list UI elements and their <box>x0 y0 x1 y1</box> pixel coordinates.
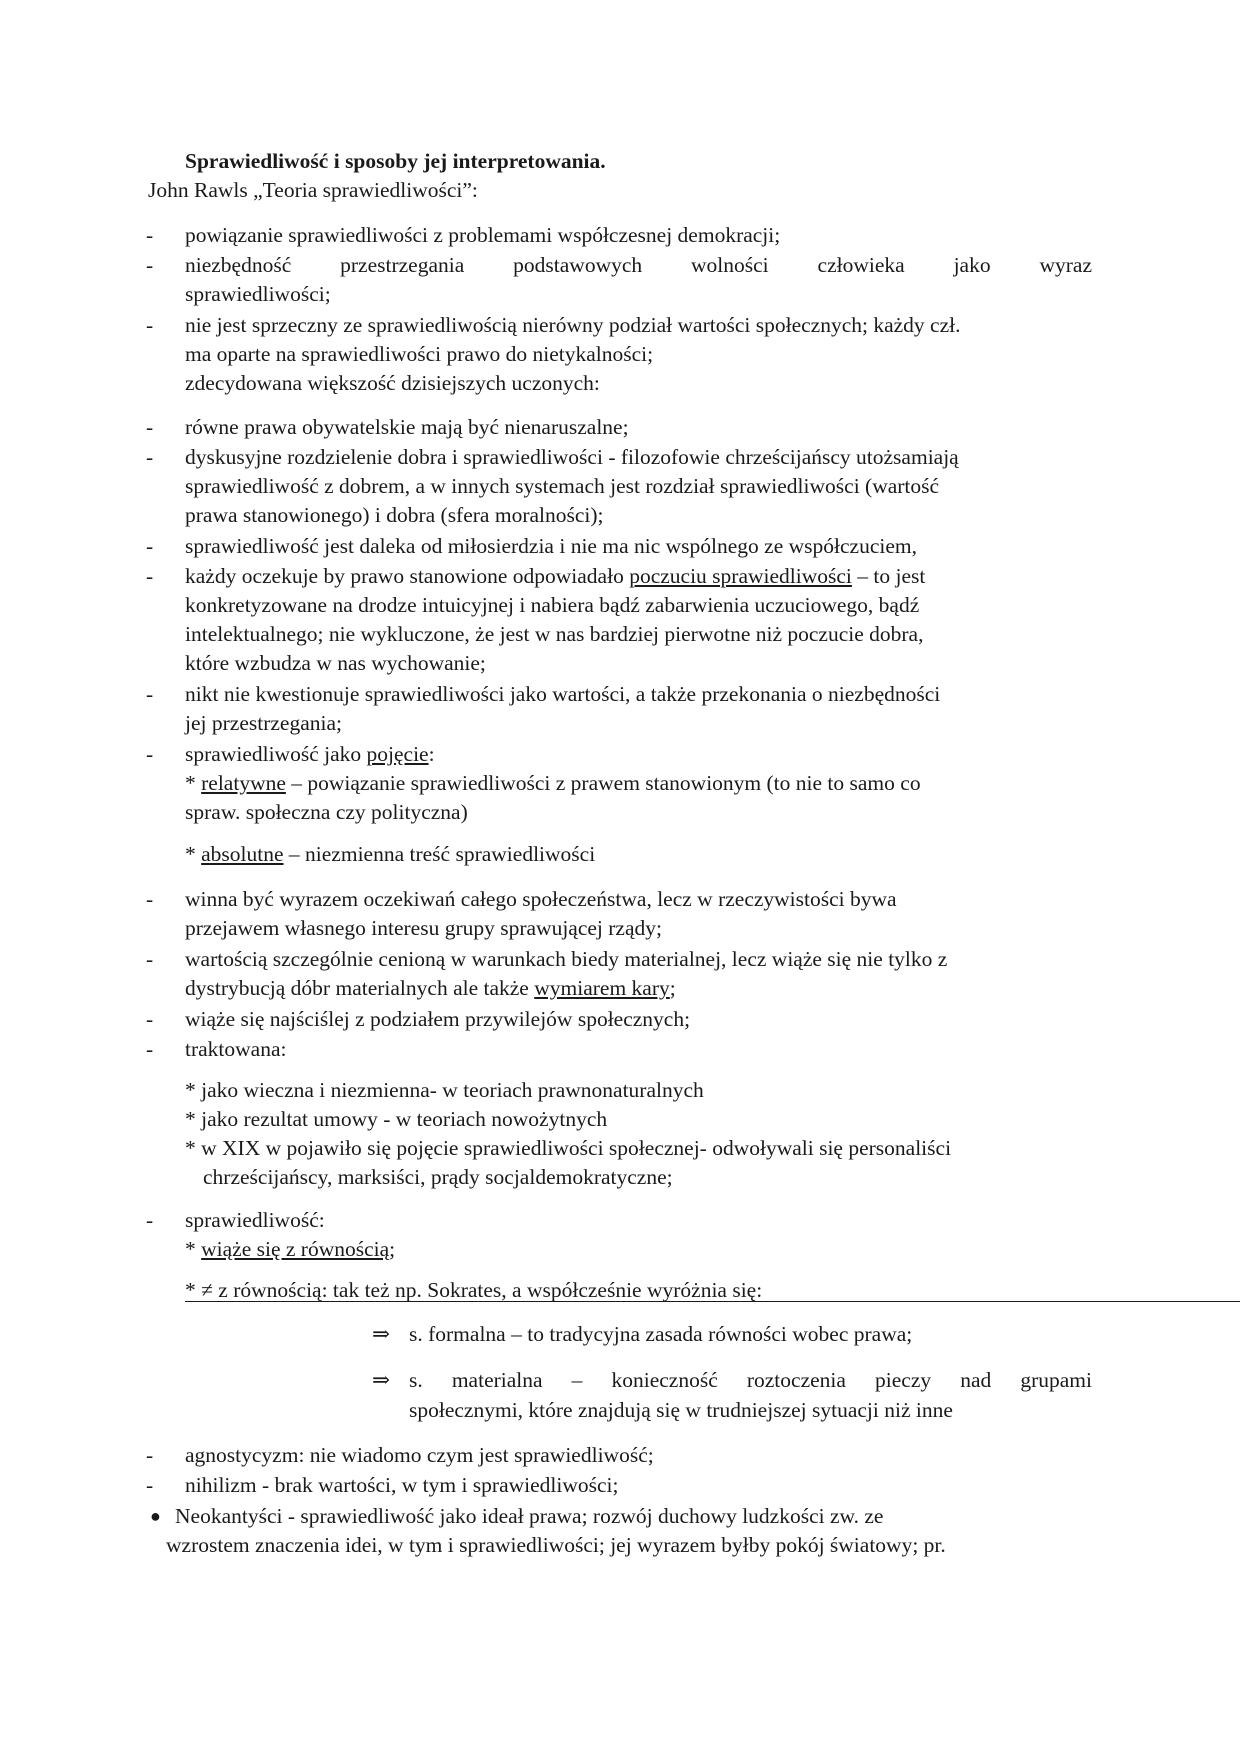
list-item: wartością szczególnie cenioną w warunkach biedy materialnej, lecz wiąże się nie tylko z <box>185 947 948 971</box>
list-item: winna być wyrazem oczekiwań całego społeczeństwa, lecz w rzeczywistości bywa <box>185 887 897 911</box>
arrow-item: s. formalna – to tradycyjna zasada równości wobec prawa; <box>409 1322 913 1346</box>
list-item: niezbędność przestrzegania podstawowych wolności człowieka jako wyraz <box>185 253 1092 277</box>
list-item-continuation: ma oparte na sprawiedliwości prawo do nietykalności; <box>185 342 654 366</box>
list-item-continuation: jej przestrzegania; <box>185 711 342 735</box>
list-dash: - <box>146 445 154 469</box>
list-dash: - <box>146 1208 154 1232</box>
list-item: agnostycyzm: nie wiadomo czym jest sprawiedliwość; <box>185 1443 654 1467</box>
sub-item: * jako rezultat umowy - w teoriach nowożytnych <box>185 1107 608 1131</box>
list-dash: - <box>146 253 154 277</box>
list-dash: - <box>146 742 154 766</box>
list-dash: - <box>146 1007 154 1031</box>
document-subtitle: John Rawls „Teoria sprawiedliwości”: <box>148 178 478 202</box>
list-item-continuation: intelektualnego; nie wykluczone, że jest w nas bardziej pierwotne niż poczucie dobra, <box>185 622 924 646</box>
list-dash: - <box>146 682 154 706</box>
list-item-continuation: sprawiedliwość z dobrem, a w innych systemach jest rozdział sprawiedliwości (wartość <box>185 474 940 498</box>
star-marker: * <box>185 1078 196 1102</box>
list-item-continuation: które wzbudza w nas wychowanie; <box>185 651 486 675</box>
star-marker: * <box>185 1237 196 1261</box>
sub-item: * jako wieczna i niezmienna- w teoriach prawnonaturalnych <box>185 1078 704 1102</box>
horizontal-rule <box>185 1301 1240 1302</box>
star-marker: * <box>185 1136 196 1160</box>
sub-item: * w XIX w pojawiło się pojęcie sprawiedliwości społecznej- odwoływali się personaliści <box>185 1136 952 1160</box>
list-dash: - <box>146 1037 154 1061</box>
underlined-term: absolutne <box>201 842 284 866</box>
list-item-continuation: dystrybucją dóbr materialnych ale także wymiarem kary; <box>185 976 676 1000</box>
star-marker: * <box>185 1107 196 1131</box>
list-dash: - <box>146 1443 154 1467</box>
list-item-continuation: przejawem własnego interesu grupy sprawującej rządy; <box>185 916 662 940</box>
underlined-term: wiąże się z równością <box>201 1237 390 1261</box>
list-item: każdy oczekuje by prawo stanowione odpowiadało poczuciu sprawiedliwości – to jest <box>185 564 926 588</box>
list-item-continuation: prawa stanowionego) i dobra (sfera moralności); <box>185 503 604 527</box>
list-item: powiązanie sprawiedliwości z problemami współczesnej demokracji; <box>185 223 781 247</box>
underlined-term: poczuciu sprawiedliwości <box>629 564 852 588</box>
list-item: nikt nie kwestionuje sprawiedliwości jako wartości, a także przekonania o niezbędności <box>185 682 941 706</box>
list-dash: - <box>146 534 154 558</box>
list-item: równe prawa obywatelskie mają być nienaruszalne; <box>185 415 629 439</box>
list-dash: - <box>146 313 154 337</box>
document-title: Sprawiedliwość i sposoby jej interpretowania. <box>185 149 606 173</box>
list-dash: - <box>146 223 154 247</box>
list-item: nihilizm - brak wartości, w tym i sprawiedliwości; <box>185 1473 619 1497</box>
arrow-item: s. materialna – konieczność roztoczenia pieczy nad grupami <box>409 1368 1092 1392</box>
list-item: sprawiedliwość jako pojęcie: <box>185 742 435 766</box>
list-item: Neokantyści - sprawiedliwość jako ideał prawa; rozwój duchowy ludzkości zw. ze <box>175 1504 884 1528</box>
sub-item: * relatywne – powiązanie sprawiedliwości z prawem stanowionym (to nie to samo co <box>185 771 921 795</box>
list-item-continuation: sprawiedliwości; <box>185 282 331 306</box>
arrow-item-continuation: społecznymi, które znajdują się w trudniejszej sytuacji niż inne <box>409 1398 953 1422</box>
star-marker: * <box>185 771 196 795</box>
list-item: traktowana: <box>185 1037 287 1061</box>
sub-item-continuation: spraw. społeczna czy polityczna) <box>185 800 468 824</box>
arrow-icon: ⇒ <box>372 1368 391 1392</box>
star-marker: * <box>185 842 196 866</box>
list-item-continuation: konkretyzowane na drodze intuicyjnej i nabiera bądź zabarwienia uczuciowego, bądź <box>185 593 920 617</box>
sub-item-continuation: chrześcijańscy, marksiści, prądy socjaldemokratyczne; <box>203 1165 673 1189</box>
arrow-icon: ⇒ <box>372 1322 391 1346</box>
list-dash: - <box>146 887 154 911</box>
list-item: nie jest sprzeczny ze sprawiedliwością nierówny podział wartości społecznych; każdy czł. <box>185 313 961 337</box>
list-item: sprawiedliwość jest daleka od miłosierdzia i nie ma nic wspólnego ze współczuciem, <box>185 534 917 558</box>
list-item-continuation: zdecydowana większość dzisiejszych uczonych: <box>185 371 600 395</box>
list-item: sprawiedliwość: <box>185 1208 325 1232</box>
underlined-term: pojęcie <box>366 742 429 766</box>
underlined-term: relatywne <box>201 771 286 795</box>
sub-item: * wiąże się z równością; <box>185 1237 396 1261</box>
list-dash: - <box>146 947 154 971</box>
list-dash: - <box>146 1473 154 1497</box>
underlined-term: wymiarem kary <box>534 976 670 1000</box>
star-marker: * <box>185 1278 196 1302</box>
underlined-term: ≠ z równością: tak też np. Sokrates, a współcześnie wyróżnia się: <box>201 1278 763 1302</box>
bullet-icon: ● <box>150 1506 161 1526</box>
sub-item: * absolutne – niezmienna treść sprawiedliwości <box>185 842 596 866</box>
list-item-continuation: wzrostem znaczenia idei, w tym i sprawiedliwości; jej wyrazem byłby pokój światowy; pr. <box>166 1533 946 1557</box>
list-item: dyskusyjne rozdzielenie dobra i sprawiedliwości - filozofowie chrześcijańscy utożsamiają <box>185 445 959 469</box>
list-dash: - <box>146 415 154 439</box>
list-item: wiąże się najściślej z podziałem przywilejów społecznych; <box>185 1007 691 1031</box>
list-dash: - <box>146 564 154 588</box>
